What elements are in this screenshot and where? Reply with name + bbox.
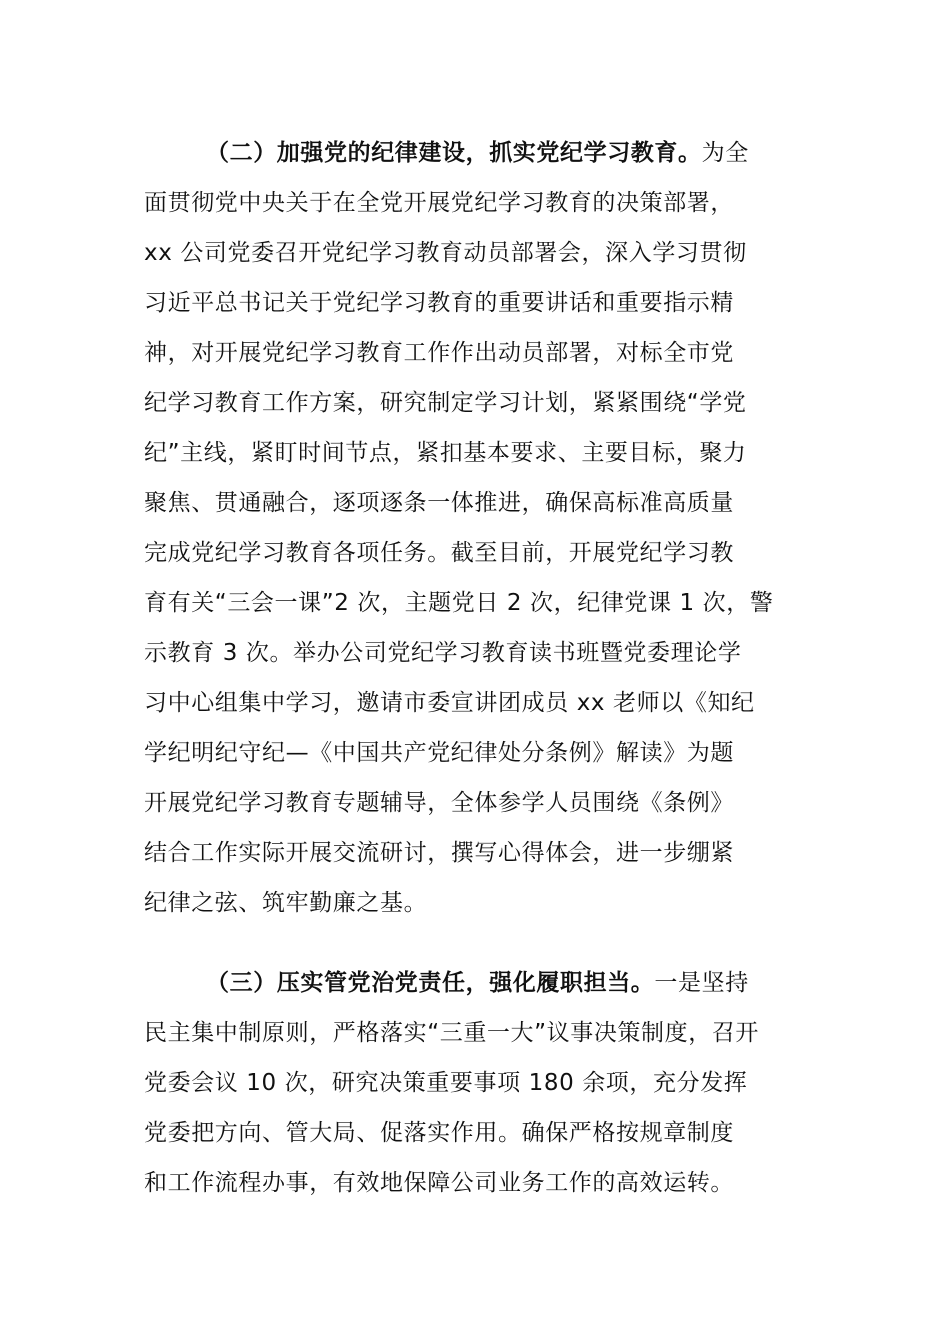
body-line: 习近平总书记关于党纪学习教育的重要讲话和重要指示精	[144, 290, 734, 316]
body-line: 聚焦、贯通融合，逐项逐条一体推进，确保高标准高质量	[144, 490, 734, 516]
section-heading: （二）加强党的纪律建设，抓实党纪学习教育。	[206, 140, 702, 166]
body-line: 示教育 3 次。举办公司党纪学习教育读书班暨党委理论学	[144, 640, 742, 666]
body-line: 和工作流程办事，有效地保障公司业务工作的高效运转。	[144, 1170, 734, 1196]
body-line: 党委把方向、管大局、促落实作用。确保严格按规章制度	[144, 1120, 734, 1146]
body-line: 开展党纪学习教育专题辅导，全体参学人员围绕《条例》	[144, 790, 734, 816]
body-line: 神，对开展党纪学习教育工作作出动员部署，对标全市党	[144, 340, 734, 366]
body-line: 习中心组集中学习，邀请市委宣讲团成员 xx 老师以《知纪	[144, 690, 755, 716]
body-line: 面贯彻党中央关于在全党开展党纪学习教育的决策部署，	[144, 190, 734, 216]
body-text: 为全	[701, 140, 749, 166]
body-line: 育有关“三会一课”2 次，主题党日 2 次，纪律党课 1 次，警	[144, 590, 774, 616]
body-line: 完成党纪学习教育各项任务。截至目前，开展党纪学习教	[144, 540, 734, 566]
body-line: 学纪明纪守纪—《中国共产党纪律处分条例》解读》为题	[144, 740, 734, 766]
body-line: 纪律之弦、筑牢勤廉之基。	[144, 890, 428, 916]
body-line: 纪”主线，紧盯时间节点，紧扣基本要求、主要目标，聚力	[144, 440, 747, 466]
body-line: 党委会议 10 次，研究决策重要事项 180 余项，充分发挥	[144, 1070, 748, 1096]
paragraph-discipline-building	[144, 128, 824, 928]
paragraph-first-line	[144, 958, 824, 1008]
section-heading: （三）压实管党治党责任，强化履职担当。	[206, 970, 655, 996]
body-line: xx 公司党委召开党纪学习教育动员部署会，深入学习贯彻	[144, 240, 747, 266]
body-line: 结合工作实际开展交流研讨，撰写心得体会，进一步绷紧	[144, 840, 734, 866]
body-text: 一是坚持	[654, 970, 749, 996]
paragraph-party-responsibility	[144, 958, 824, 1208]
body-line: 纪学习教育工作方案，研究制定学习计划，紧紧围绕“学党	[144, 390, 747, 416]
paragraph-first-line	[144, 128, 824, 178]
body-line: 民主集中制原则，严格落实“三重一大”议事决策制度，召开	[144, 1020, 760, 1046]
